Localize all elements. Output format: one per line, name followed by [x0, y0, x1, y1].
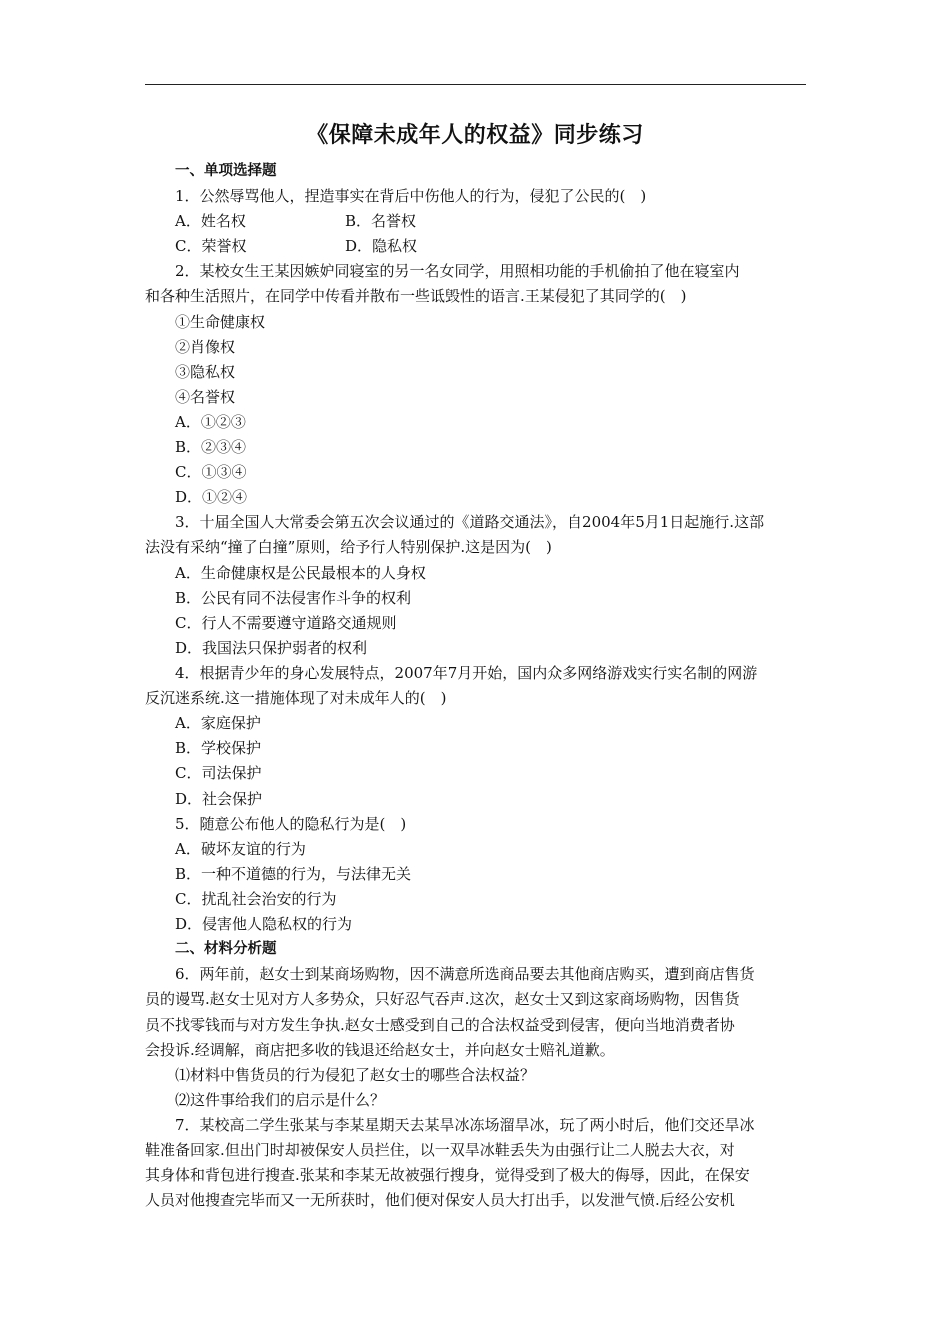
question-2-stem-line2: 和各种生活照片，在同学中传看并散布一些诋毁性的语言.王某侵犯了其同学的( ): [145, 287, 687, 305]
question-5-option-c: C．扰乱社会治安的行为: [175, 890, 337, 908]
question-2-item-1: ①生命健康权: [175, 313, 266, 331]
question-4-stem-line1: 4．根据青少年的身心发展特点，2007年7月开始，国内众多网络游戏实行实名制的网游: [175, 664, 758, 682]
section-heading-analysis: 二、材料分析题: [175, 941, 277, 957]
question-4-option-c: C．司法保护: [175, 764, 262, 782]
question-7-line2: 鞋准备回家.但出门时却被保安人员拦住，以一双旱冰鞋丢失为由强行让二人脱去大衣，对: [145, 1141, 735, 1159]
header-rule: [145, 84, 806, 85]
question-2-option-d: D．①②④: [175, 488, 248, 506]
question-1-option-c: C．荣誉权: [175, 237, 247, 255]
question-4-option-d: D．社会保护: [175, 790, 263, 808]
question-1-option-b: B．名誉权: [345, 212, 417, 230]
question-4-option-b: B．学校保护: [175, 739, 262, 757]
page-title: 《保障未成年人的权益》同步练习: [306, 123, 644, 148]
question-5-option-b: B．一种不道德的行为，与法律无关: [175, 865, 412, 883]
question-2-stem-line1: 2．某校女生王某因嫉妒同寝室的另一名女同学，用照相功能的手机偷拍了他在寝室内: [175, 262, 740, 280]
question-3-option-b: B．公民有同不法侵害作斗争的权利: [175, 589, 412, 607]
question-3-option-c: C．行人不需要遵守道路交通规则: [175, 614, 397, 632]
question-3-option-d: D．我国法只保护弱者的权利: [175, 639, 368, 657]
question-2-item-2: ②肖像权: [175, 338, 236, 356]
question-3-stem-line2: 法没有采纳“撞了白撞”原则，给予行人特别保护.这是因为( ): [145, 538, 552, 556]
question-4-option-a: A．家庭保护: [175, 714, 261, 732]
section-heading-choice: 一、单项选择题: [175, 163, 277, 179]
question-7-line4: 人员对他搜查完毕而又一无所获时，他们便对保安人员大打出手，以发泄气愤.后经公安机: [145, 1191, 735, 1209]
question-3-stem-line1: 3．十届全国人大常委会第五次会议通过的《道路交通法》，自2004年5月1日起施行.这部: [175, 513, 765, 531]
question-7-line3: 其身体和背包进行搜查.张某和李某无故被强行搜身，觉得受到了极大的侮辱，因此，在保安: [145, 1166, 750, 1184]
question-2-item-3: ③隐私权: [175, 363, 236, 381]
question-5-option-d: D．侵害他人隐私权的行为: [175, 915, 353, 933]
question-2-item-4: ④名誉权: [175, 388, 236, 406]
question-2-option-a: A．①②③: [175, 413, 246, 431]
question-6-line3: 员不找零钱而与对方发生争执.赵女士感受到自己的合法权益受到侵害，便向当地消费者协: [145, 1016, 735, 1034]
question-5-stem: 5．随意公布他人的隐私行为是( ): [175, 815, 407, 833]
question-4-stem-line2: 反沉迷系统.这一措施体现了对未成年人的( ): [145, 689, 447, 707]
question-7-line1: 7．某校高二学生张某与李某星期天去某旱冰冻场溜旱冰，玩了两小时后，他们交还旱冰: [175, 1116, 755, 1134]
question-1-option-a: A．姓名权: [175, 212, 246, 230]
question-2-option-c: C．①③④: [175, 463, 247, 481]
question-6-line1: 6．两年前，赵女士到某商场购物，因不满意所选商品要去其他商店购买，遭到商店售货: [175, 965, 755, 983]
question-6-sub-1: ⑴材料中售货员的行为侵犯了赵女士的哪些合法权益？: [175, 1066, 536, 1084]
question-6-line2: 员的谩骂.赵女士见对方人多势众，只好忍气吞声.这次，赵女士又到这家商场购物，因售货: [145, 990, 740, 1008]
question-3-option-a: A．生命健康权是公民最根本的人身权: [175, 564, 426, 582]
question-5-option-a: A．破坏友谊的行为: [175, 840, 306, 858]
question-6-sub-2: ⑵这件事给我们的启示是什么？: [175, 1091, 386, 1109]
question-6-line4: 会投诉.经调解，商店把多收的钱退还给赵女士，并向赵女士赔礼道歉。: [145, 1041, 615, 1059]
question-2-option-b: B．②③④: [175, 438, 247, 456]
question-1-stem: 1．公然辱骂他人，捏造事实在背后中伤他人的行为，侵犯了公民的( ): [175, 187, 647, 205]
question-1-option-d: D．隐私权: [345, 237, 418, 255]
